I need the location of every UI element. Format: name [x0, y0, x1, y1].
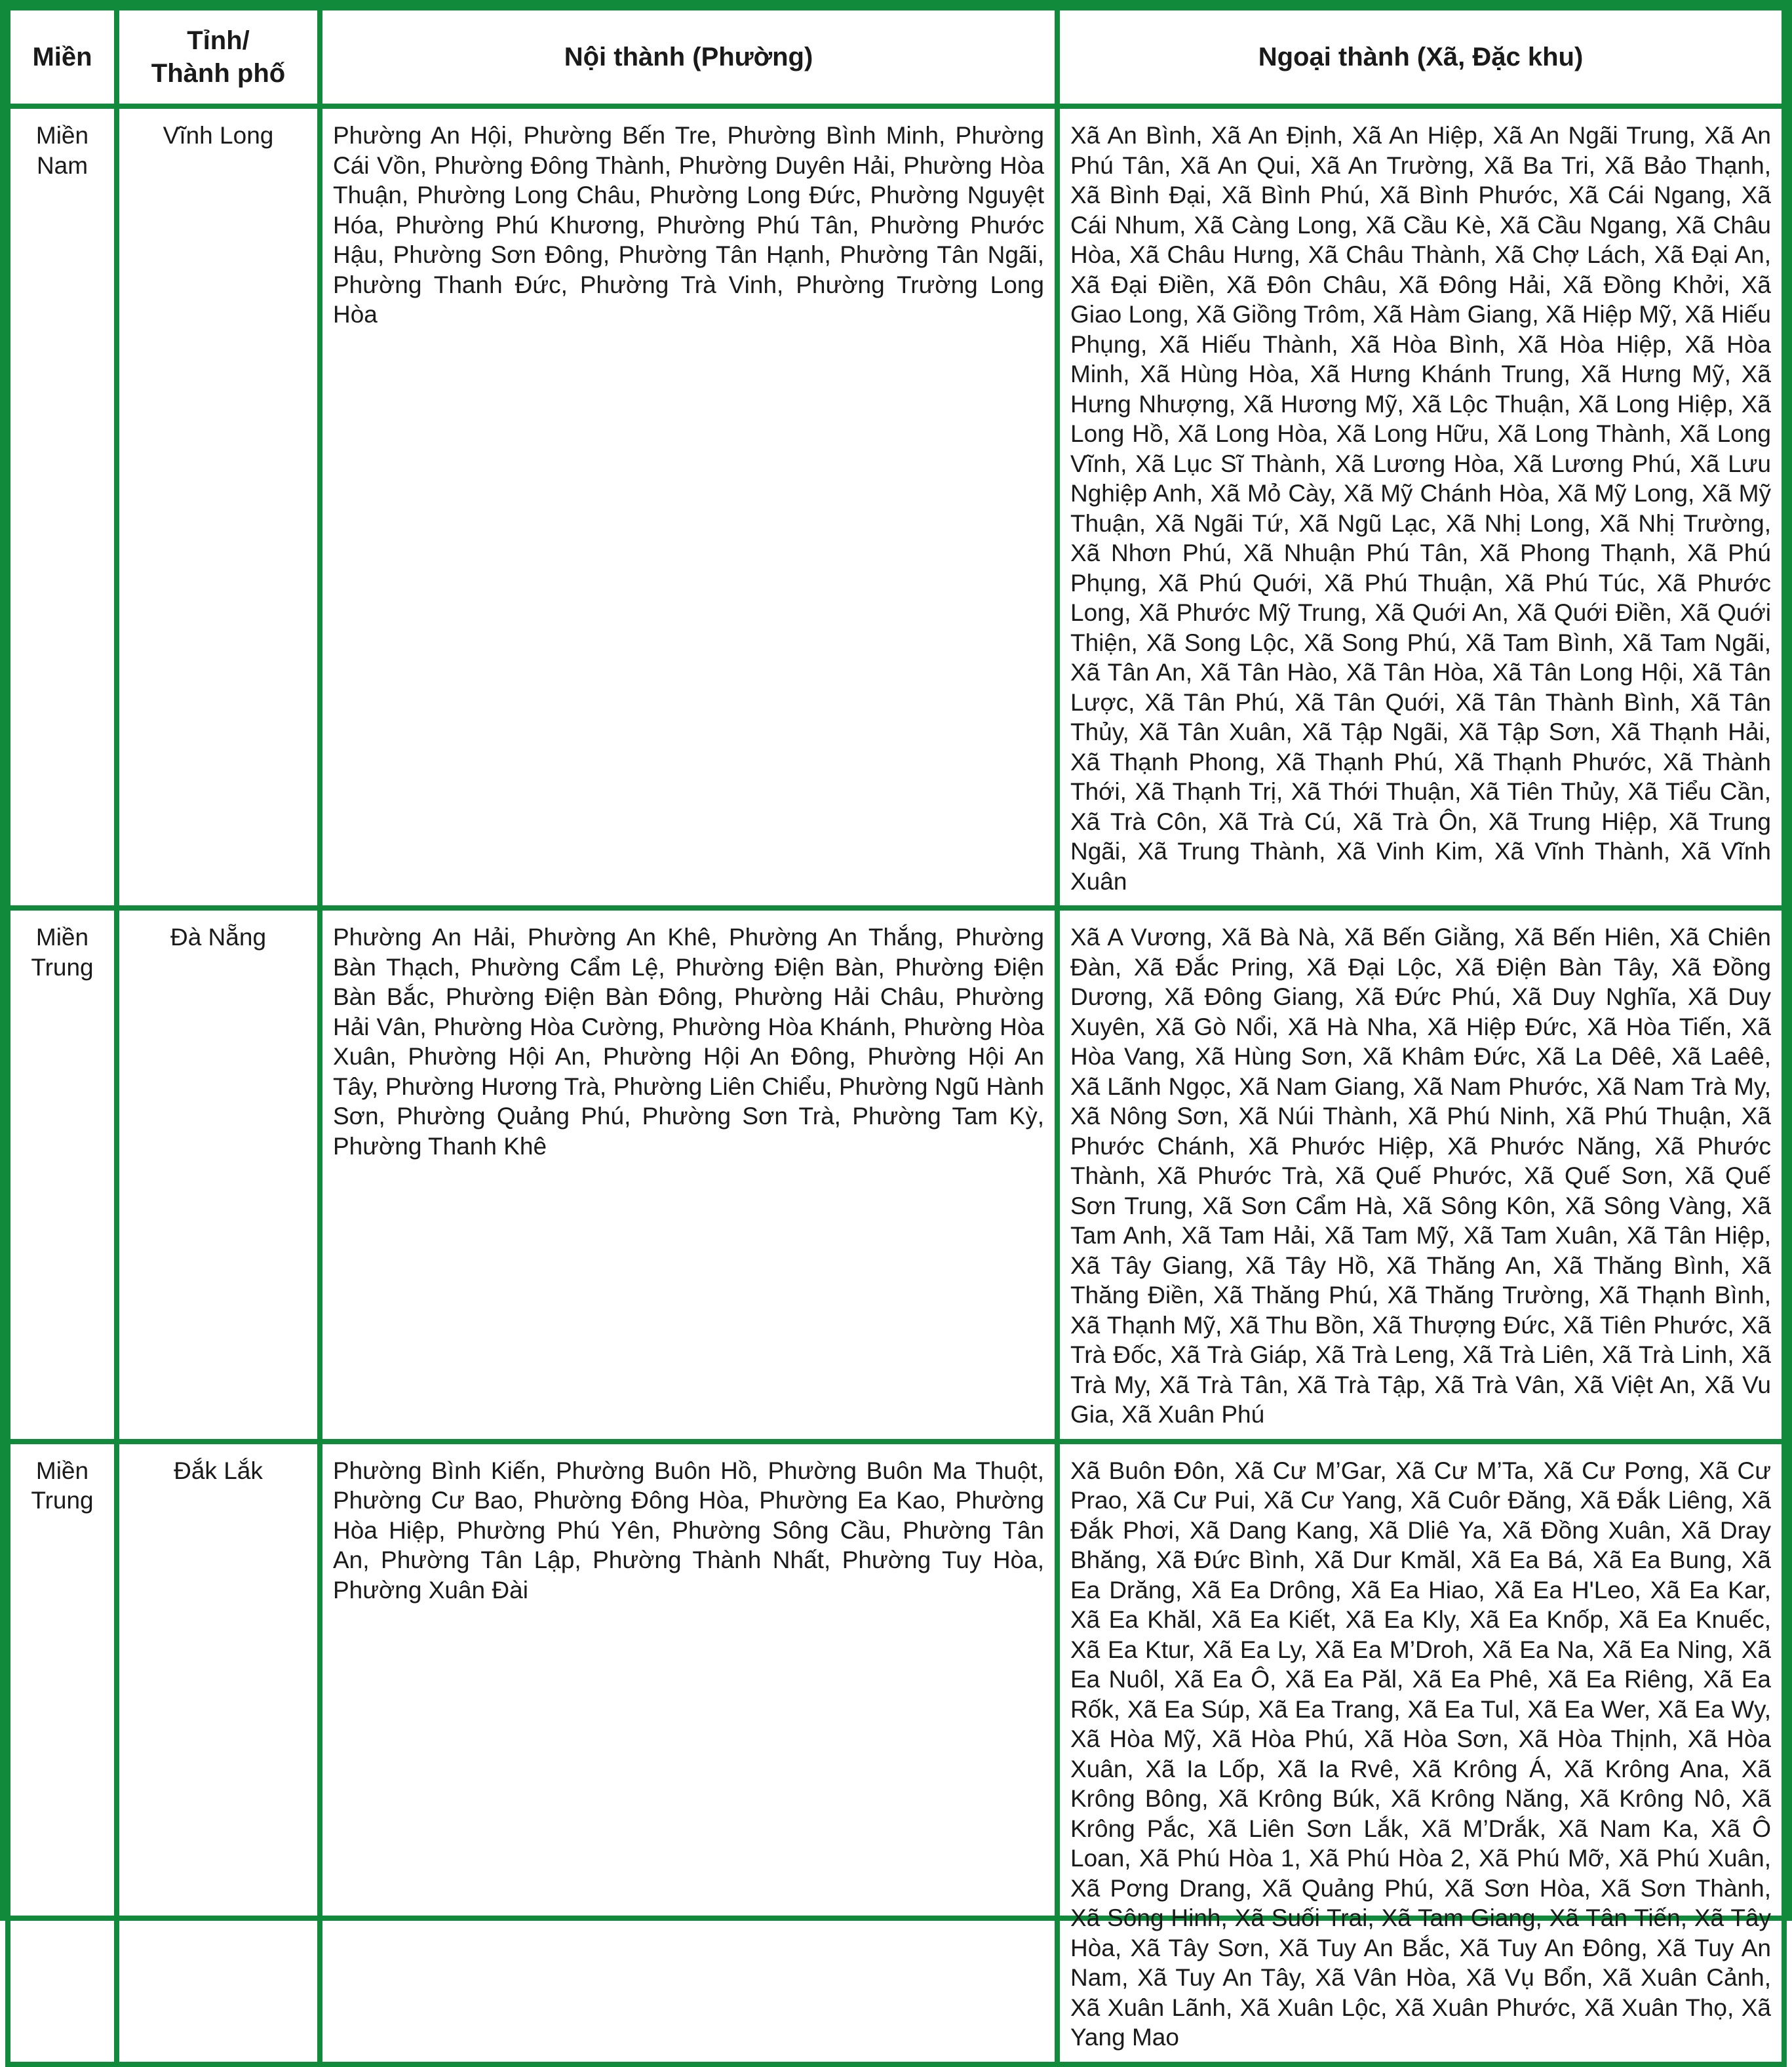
table-row	[8, 1442, 1784, 2064]
header-rural: Ngoại thành (Xã, Đặc khu)	[1057, 8, 1784, 106]
region-line2: Trung	[31, 953, 94, 981]
province-name: Vĩnh Long	[163, 122, 274, 149]
units-table	[5, 5, 1787, 2067]
urban-wards-cell: Phường An Hải, Phường An Khê, Phường An Thắng, Phường Bàn Thạch, Phường Cẩm Lệ, Phường Điện Bàn, Phường Điện Bàn Bắc, Phường Điện Bàn Đông, Phường Hải Châu, Phường Hải Vân, Phường Hòa Cường, Phường Hòa Khánh, Phường Hòa Xuân, Phường Hội An, Phường Hội An Đông, Phường Hội An Tây, Phường Hương Trà, Phường Liên Chiểu, Phường Ngũ Hành Sơn, Phường Quảng Phú, Phường Sơn Trà, Phường Tam Kỳ, Phường Thanh Khê	[320, 908, 1057, 1442]
header-region: Miền	[8, 8, 117, 106]
province-name: Đắk Lắk	[174, 1457, 263, 1484]
header-province-line2: Thành phố	[151, 59, 286, 88]
rural-communes-cell: Xã A Vương, Xã Bà Nà, Xã Bến Giằng, Xã Bến Hiên, Xã Chiên Đàn, Xã Đắc Pring, Xã Đại Lộc, Xã Điện Bàn Tây, Xã Đồng Dương, Xã Đông Giang, Xã Đức Phú, Xã Duy Nghĩa, Xã Duy Xuyên, Xã Gò Nổi, Xã Hà Nha, Xã Hiệp Đức, Xã Hòa Tiến, Xã Hòa Vang, Xã Hùng Sơn, Xã Khâm Đức, Xã La Dêê, Xã Laêê, Xã Lãnh Ngọc, Xã Nam Giang, Xã Nam Phước, Xã Nam Trà My, Xã Nông Sơn, Xã Núi Thành, Xã Phú Ninh, Xã Phú Thuận, Xã Phước Chánh, Xã Phước Hiệp, Xã Phước Năng, Xã Phước Thành, Xã Phước Trà, Xã Quế Phước, Xã Quế Sơn, Xã Quế Sơn Trung, Xã Sơn Cẩm Hà, Xã Sông Kôn, Xã Sông Vàng, Xã Tam Anh, Xã Tam Hải, Xã Tam Mỹ, Xã Tam Xuân, Xã Tân Hiệp, Xã Tây Giang, Xã Tây Hồ, Xã Thăng An, Xã Thăng Bình, Xã Thăng Điền, Xã Thăng Phú, Xã Thăng Trường, Xã Thạnh Bình, Xã Thạnh Mỹ, Xã Thu Bồn, Xã Thượng Đức, Xã Tiên Phước, Xã Trà Đốc, Xã Trà Giáp, Xã Trà Leng, Xã Trà Liên, Xã Trà Linh, Xã Trà My, Xã Trà Tân, Xã Trà Tập, Xã Trà Vân, Xã Việt An, Xã Vu Gia, Xã Xuân Phú	[1057, 908, 1784, 1442]
table-row	[8, 106, 1784, 908]
region-line1: Miền	[35, 122, 89, 149]
province-cell	[117, 1442, 320, 2064]
region-cell	[8, 106, 117, 908]
province-name: Đà Nẵng	[170, 924, 267, 951]
rural-communes-cell: Xã Buôn Đôn, Xã Cư M’Gar, Xã Cư M’Ta, Xã Cư Pơng, Xã Cư Prao, Xã Cư Pui, Xã Cư Yang, Xã Cuôr Đăng, Xã Đắk Liêng, Xã Đắk Phơi, Xã Dang Kang, Xã Dliê Ya, Xã Đồng Xuân, Xã Dray Bhăng, Xã Đức Bình, Xã Dur Kmăl, Xã Ea Bá, Xã Ea Bung, Xã Ea Drăng, Xã Ea Drông, Xã Ea Hiao, Xã Ea H'Leo, Xã Ea Kar, Xã Ea Khăl, Xã Ea Kiết, Xã Ea Kly, Xã Ea Knốp, Xã Ea Knuếc, Xã Ea Ktur, Xã Ea Ly, Xã Ea M’Droh, Xã Ea Na, Xã Ea Ning, Xã Ea Nuôl, Xã Ea Ô, Xã Ea Păl, Xã Ea Phê, Xã Ea Riêng, Xã Ea Rốk, Xã Ea Súp, Xã Ea Trang, Xã Ea Tul, Xã Ea Wer, Xã Ea Wy, Xã Hòa Mỹ, Xã Hòa Phú, Xã Hòa Sơn, Xã Hòa Thịnh, Xã Hòa Xuân, Xã Ia Lốp, Xã Ia Rvê, Xã Krông Á, Xã Krông Ana, Xã Krông Bông, Xã Krông Búk, Xã Krông Năng, Xã Krông Nô, Xã Krông Pắc, Xã Liên Sơn Lắk, Xã M’Drắk, Xã Nam Ka, Xã Ô Loan, Xã Phú Hòa 1, Xã Phú Hòa 2, Xã Phú Mỡ, Xã Phú Xuân, Xã Pơng Drang, Xã Quảng Phú, Xã Sơn Hòa, Xã Sơn Thành, Xã Sông Hinh, Xã Suối Trai, Xã Tam Giang, Xã Tân Tiến, Xã Tây Hòa, Xã Tây Sơn, Xã Tuy An Bắc, Xã Tuy An Đông, Xã Tuy An Nam, Xã Tuy An Tây, Xã Vân Hòa, Xã Vụ Bổn, Xã Xuân Cảnh, Xã Xuân Lãnh, Xã Xuân Lộc, Xã Xuân Phước, Xã Xuân Thọ, Xã Yang Mao	[1057, 1442, 1784, 2064]
header-row	[8, 8, 1784, 106]
region-line1: Miền	[35, 924, 89, 951]
header-urban: Nội thành (Phường)	[320, 8, 1057, 106]
urban-wards-cell: Phường Bình Kiến, Phường Buôn Hồ, Phường Buôn Ma Thuột, Phường Cư Bao, Phường Đông Hòa, Phường Ea Kao, Phường Hòa Hiệp, Phường Phú Yên, Phường Sông Cầu, Phường Tân An, Phường Tân Lập, Phường Thành Nhất, Phường Tuy Hòa, Phường Xuân Đài	[320, 1442, 1057, 2064]
header-province	[117, 8, 320, 106]
table-row	[8, 908, 1784, 1442]
region-cell	[8, 908, 117, 1442]
rural-communes-cell: Xã An Bình, Xã An Định, Xã An Hiệp, Xã An Ngãi Trung, Xã An Phú Tân, Xã An Qui, Xã An Trường, Xã Ba Tri, Xã Bảo Thạnh, Xã Bình Đại, Xã Bình Phú, Xã Bình Phước, Xã Cái Ngang, Xã Cái Nhum, Xã Càng Long, Xã Cầu Kè, Xã Cầu Ngang, Xã Châu Hòa, Xã Châu Hưng, Xã Châu Thành, Xã Chợ Lách, Xã Đại An, Xã Đại Điền, Xã Đôn Châu, Xã Đông Hải, Xã Đồng Khởi, Xã Giao Long, Xã Giồng Trôm, Xã Hàm Giang, Xã Hiệp Mỹ, Xã Hiếu Phụng, Xã Hiếu Thành, Xã Hòa Bình, Xã Hòa Hiệp, Xã Hòa Minh, Xã Hùng Hòa, Xã Hưng Khánh Trung, Xã Hưng Mỹ, Xã Hưng Nhượng, Xã Hương Mỹ, Xã Lộc Thuận, Xã Long Hiệp, Xã Long Hồ, Xã Long Hòa, Xã Long Hữu, Xã Long Thành, Xã Long Vĩnh, Xã Lục Sĩ Thành, Xã Lương Hòa, Xã Lương Phú, Xã Lưu Nghiệp Anh, Xã Mỏ Cày, Xã Mỹ Chánh Hòa, Xã Mỹ Long, Xã Mỹ Thuận, Xã Ngãi Tứ, Xã Ngũ Lạc, Xã Nhị Long, Xã Nhị Trường, Xã Nhơn Phú, Xã Nhuận Phú Tân, Xã Phong Thạnh, Xã Phú Phụng, Xã Phú Quới, Xã Phú Thuận, Xã Phú Túc, Xã Phước Long, Xã Phước Mỹ Trung, Xã Quới An, Xã Quới Điền, Xã Quới Thiện, Xã Song Lộc, Xã Song Phú, Xã Tam Bình, Xã Tam Ngãi, Xã Tân An, Xã Tân Hào, Xã Tân Hòa, Xã Tân Long Hội, Xã Tân Lược, Xã Tân Phú, Xã Tân Quới, Xã Tân Thành Bình, Xã Tân Thủy, Xã Tân Xuân, Xã Tập Ngãi, Xã Tập Sơn, Xã Thạnh Hải, Xã Thạnh Phong, Xã Thạnh Phú, Xã Thạnh Phước, Xã Thành Thới, Xã Thạnh Trị, Xã Thới Thuận, Xã Tiên Thủy, Xã Tiểu Cần, Xã Trà Côn, Xã Trà Cú, Xã Trà Ôn, Xã Trung Hiệp, Xã Trung Ngãi, Xã Trung Thành, Xã Vinh Kim, Xã Vĩnh Thành, Xã Vĩnh Xuân	[1057, 106, 1784, 908]
header-province-line1: Tỉnh/	[187, 26, 250, 55]
region-line2: Nam	[36, 151, 88, 179]
urban-wards-cell: Phường An Hội, Phường Bến Tre, Phường Bình Minh, Phường Cái Vồn, Phường Đông Thành, Phường Duyên Hải, Phường Hòa Thuận, Phường Long Châu, Phường Long Đức, Phường Nguyệt Hóa, Phường Phú Khương, Phường Phú Tân, Phường Phước Hậu, Phường Sơn Đông, Phường Tân Hạnh, Phường Tân Ngãi, Phường Thanh Đức, Phường Trà Vinh, Phường Trường Long Hòa	[320, 106, 1057, 908]
province-cell	[117, 908, 320, 1442]
region-line2: Trung	[31, 1487, 94, 1514]
region-line1: Miền	[35, 1457, 89, 1484]
region-cell	[8, 1442, 117, 2064]
province-cell	[117, 106, 320, 908]
